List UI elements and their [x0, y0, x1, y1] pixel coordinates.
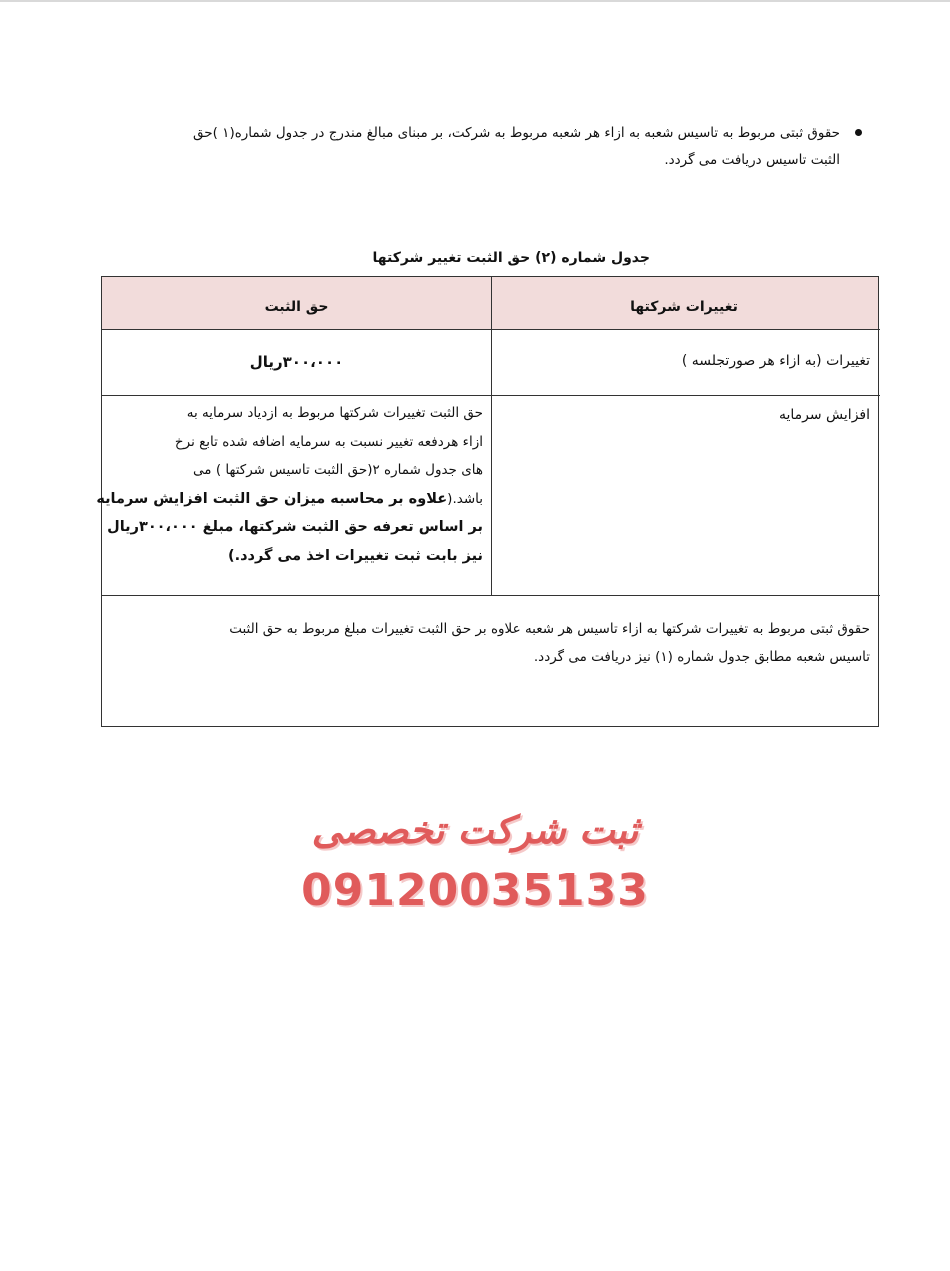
row2-fee-line-4-normal: باشد.( [447, 490, 483, 507]
bullet-line-1: حقوق ثبتی مربوط به تاسیس شعبه به ازاء هر شعبه مربوط به شرکت، بر مبنای مبالغ مندرج در جدول شماره(۱ )حق [193, 125, 840, 141]
footer-line-1: حقوق ثبتی مربوط به تغییرات شرکتها به ازاء تاسیس هر شعبه علاوه بر حق الثبت تغییرات مبلغ مربوط به حق الثبت [229, 621, 870, 637]
header-changes: تغییرات شرکتها [490, 277, 878, 329]
row2-fee-line-4 [96, 485, 483, 514]
row2-fee-line-3: های جدول شماره ۲(حق الثبت تاسیس شرکتها ) می [193, 462, 483, 478]
row1-change: تغییرات (به ازاء هر صورتجلسه ) [681, 353, 870, 369]
top-border-line [0, 0, 950, 2]
row2-change: افزایش سرمایه [778, 407, 870, 423]
bullet-marker-icon [855, 129, 862, 136]
bullet-paragraph [115, 120, 840, 174]
row-divider-2 [102, 395, 880, 396]
row2-fee-bold-3: نیز بابت ثبت تغییرات اخذ می گردد.) [227, 547, 483, 564]
row-divider-3 [102, 595, 880, 596]
row2-fee-line-1: حق الثبت تغییرات شرکتها مربوط به ازدیاد سرمایه به [186, 405, 483, 421]
header-fee: حق الثبت [102, 277, 491, 329]
column-divider [491, 277, 492, 595]
row1-fee: ۳۰۰،۰۰۰ریال [249, 353, 344, 371]
row2-fee-description [96, 399, 491, 570]
watermark-phone: 09120035133 [301, 865, 649, 916]
row2-fee-bold-1: علاوه بر محاسبه میزان حق الثبت افزایش سرمایه [96, 490, 448, 507]
watermark-title: ثبت شرکت تخصصی [311, 808, 639, 852]
fee-table [96, 276, 879, 727]
table-footer-note [102, 615, 878, 671]
table-title: جدول شماره (۲) حق الثبت تغییر شرکتها [372, 250, 650, 266]
row2-fee-bold-2: بر اساس تعرفه حق الثبت شرکتها، مبلغ ۳۰۰،۰۰۰ریال [107, 519, 483, 535]
row2-fee-line-2: ازاء هردفعه تغییر نسبت به سرمایه اضافه شده تابع نرخ [174, 433, 483, 450]
bullet-line-2: الثبت تاسیس دریافت می گردد. [664, 152, 840, 168]
row-divider-1 [102, 329, 880, 330]
footer-line-2: تاسیس شعبه مطابق جدول شماره (۱) نیز دریافت می گردد. [533, 649, 870, 665]
